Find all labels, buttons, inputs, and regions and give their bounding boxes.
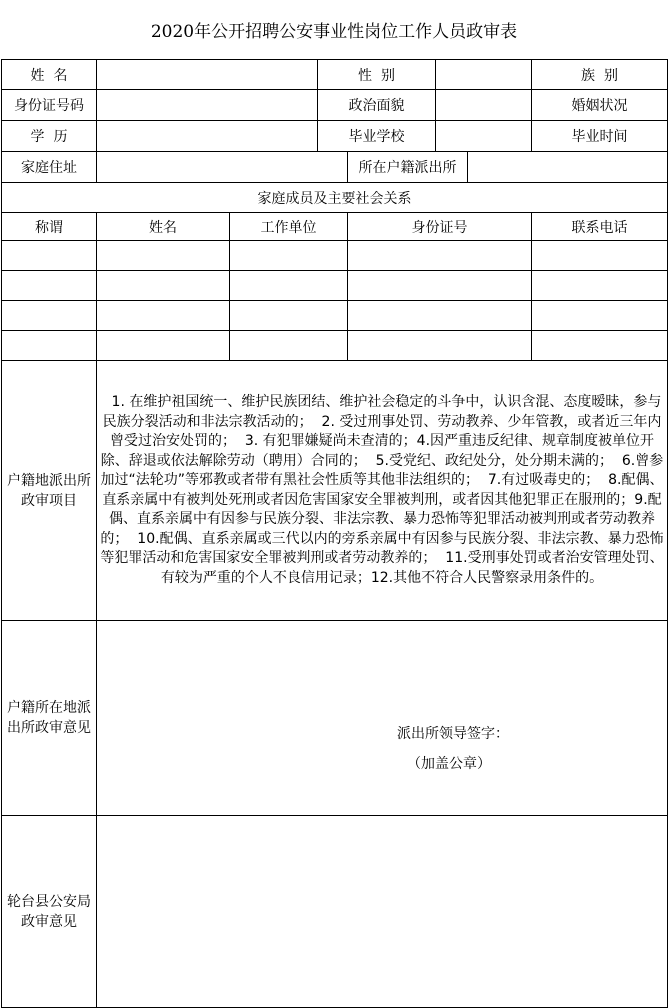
family-cell[interactable] bbox=[97, 331, 230, 361]
station-opinion-field[interactable] bbox=[97, 621, 668, 816]
id-number-field[interactable] bbox=[97, 90, 318, 121]
family-row bbox=[2, 301, 668, 331]
family-cell[interactable] bbox=[2, 301, 97, 331]
police-station-field[interactable] bbox=[468, 152, 668, 183]
school-field[interactable] bbox=[436, 121, 532, 152]
family-section-title: 家庭成员及主要社会关系 bbox=[2, 183, 668, 213]
name-field[interactable] bbox=[97, 60, 318, 90]
family-cell[interactable] bbox=[532, 241, 668, 271]
station-opinion-label: 户籍所在地派出所政审意见 bbox=[2, 621, 97, 816]
name-label: 姓 名 bbox=[2, 60, 97, 90]
family-cell[interactable] bbox=[532, 331, 668, 361]
row-review-items bbox=[2, 361, 668, 621]
family-cell[interactable] bbox=[2, 241, 97, 271]
family-cell[interactable] bbox=[97, 271, 230, 301]
family-row bbox=[2, 241, 668, 271]
row-id bbox=[2, 90, 668, 121]
family-row bbox=[2, 331, 668, 361]
graduation-time-label: 毕业时间 bbox=[532, 121, 668, 152]
family-cell[interactable] bbox=[348, 241, 532, 271]
review-items-label: 户籍地派出所政审项目 bbox=[2, 361, 97, 621]
id-number-label: 身份证号码 bbox=[2, 90, 97, 121]
marital-status-label: 婚姻状况 bbox=[532, 90, 668, 121]
education-field[interactable] bbox=[97, 121, 318, 152]
row-station-opinion bbox=[2, 621, 668, 816]
review-items-text: 1. 在维护祖国统一、维护民族团结、维护社会稳定的斗争中，认识含混、态度暧昧，参与民族分裂活动和非法宗教活动的； 2. 受过刑事处罚、劳动教养、少年管教，或者近三年内曾受过治安处罚的； 3. 有犯罪嫌疑尚未查清的；4.因严重违反纪律、规章制度被单位开除、辞退或依法解除劳动（聘用）合同的； 5.受党纪、政纪处分，处分期未满的； 6.曾参加过“法轮功”等邪教或者带有黑社会性质等其他非法组织的； 7.有过吸毒史的； 8.配偶、直系亲属中有被判处死刑或者因危害国家安全罪被判刑，或者因其他犯罪正在服刑的；9.配偶、直系亲属中有因参与民族分裂、非法宗教、暴力恐怖等犯罪活动被判刑或者劳动教养的； 10.配偶、直系亲属或三代以内的旁系亲属中有因参与民族分裂、非法宗教、暴力恐怖等犯罪活动和危害国家安全罪被判刑或者劳动教养的； 11.受刑事处罚或者治安管理处罚、有较为严重的个人不良信用记录；12.其他不符合人民警察录用条件的。 bbox=[97, 361, 668, 621]
family-cell[interactable] bbox=[532, 271, 668, 301]
gender-label: 性 别 bbox=[318, 60, 436, 90]
family-header-relation: 称谓 bbox=[2, 213, 97, 241]
family-cell[interactable] bbox=[230, 271, 348, 301]
education-label: 学 历 bbox=[2, 121, 97, 152]
address-field[interactable] bbox=[97, 152, 348, 183]
family-cell[interactable] bbox=[2, 331, 97, 361]
row-education bbox=[2, 121, 668, 152]
police-station-label: 所在户籍派出所 bbox=[348, 152, 468, 183]
row-bureau-opinion bbox=[2, 816, 668, 1008]
review-form-table bbox=[1, 59, 668, 1008]
family-cell[interactable] bbox=[348, 301, 532, 331]
family-cell[interactable] bbox=[97, 241, 230, 271]
family-cell[interactable] bbox=[532, 301, 668, 331]
row-name bbox=[2, 60, 668, 90]
station-seal-label: （加盖公章） bbox=[407, 756, 491, 772]
gender-field[interactable] bbox=[436, 60, 532, 90]
form-title: 2020年公开招聘公安事业性岗位工作人员政审表 bbox=[150, 22, 518, 42]
bureau-opinion-label: 轮台县公安局政审意见 bbox=[2, 816, 97, 1008]
row-family-headers bbox=[2, 213, 668, 241]
family-cell[interactable] bbox=[230, 331, 348, 361]
family-header-id: 身份证号 bbox=[348, 213, 532, 241]
family-header-employer: 工作单位 bbox=[230, 213, 348, 241]
row-family-title bbox=[2, 183, 668, 213]
political-status-label: 政治面貌 bbox=[318, 90, 436, 121]
family-cell[interactable] bbox=[230, 241, 348, 271]
family-cell[interactable] bbox=[2, 271, 97, 301]
station-signature-label: 派出所领导签字： bbox=[397, 726, 509, 742]
address-label: 家庭住址 bbox=[2, 152, 97, 183]
family-header-phone: 联系电话 bbox=[532, 213, 668, 241]
school-label: 毕业学校 bbox=[318, 121, 436, 152]
family-cell[interactable] bbox=[348, 331, 532, 361]
family-cell[interactable] bbox=[348, 271, 532, 301]
row-address bbox=[2, 152, 668, 183]
political-status-field[interactable] bbox=[436, 90, 532, 121]
family-cell[interactable] bbox=[230, 301, 348, 331]
ethnicity-label: 族 别 bbox=[532, 60, 668, 90]
family-row bbox=[2, 271, 668, 301]
family-header-name: 姓名 bbox=[97, 213, 230, 241]
family-cell[interactable] bbox=[97, 301, 230, 331]
bureau-opinion-field[interactable] bbox=[97, 816, 668, 1008]
